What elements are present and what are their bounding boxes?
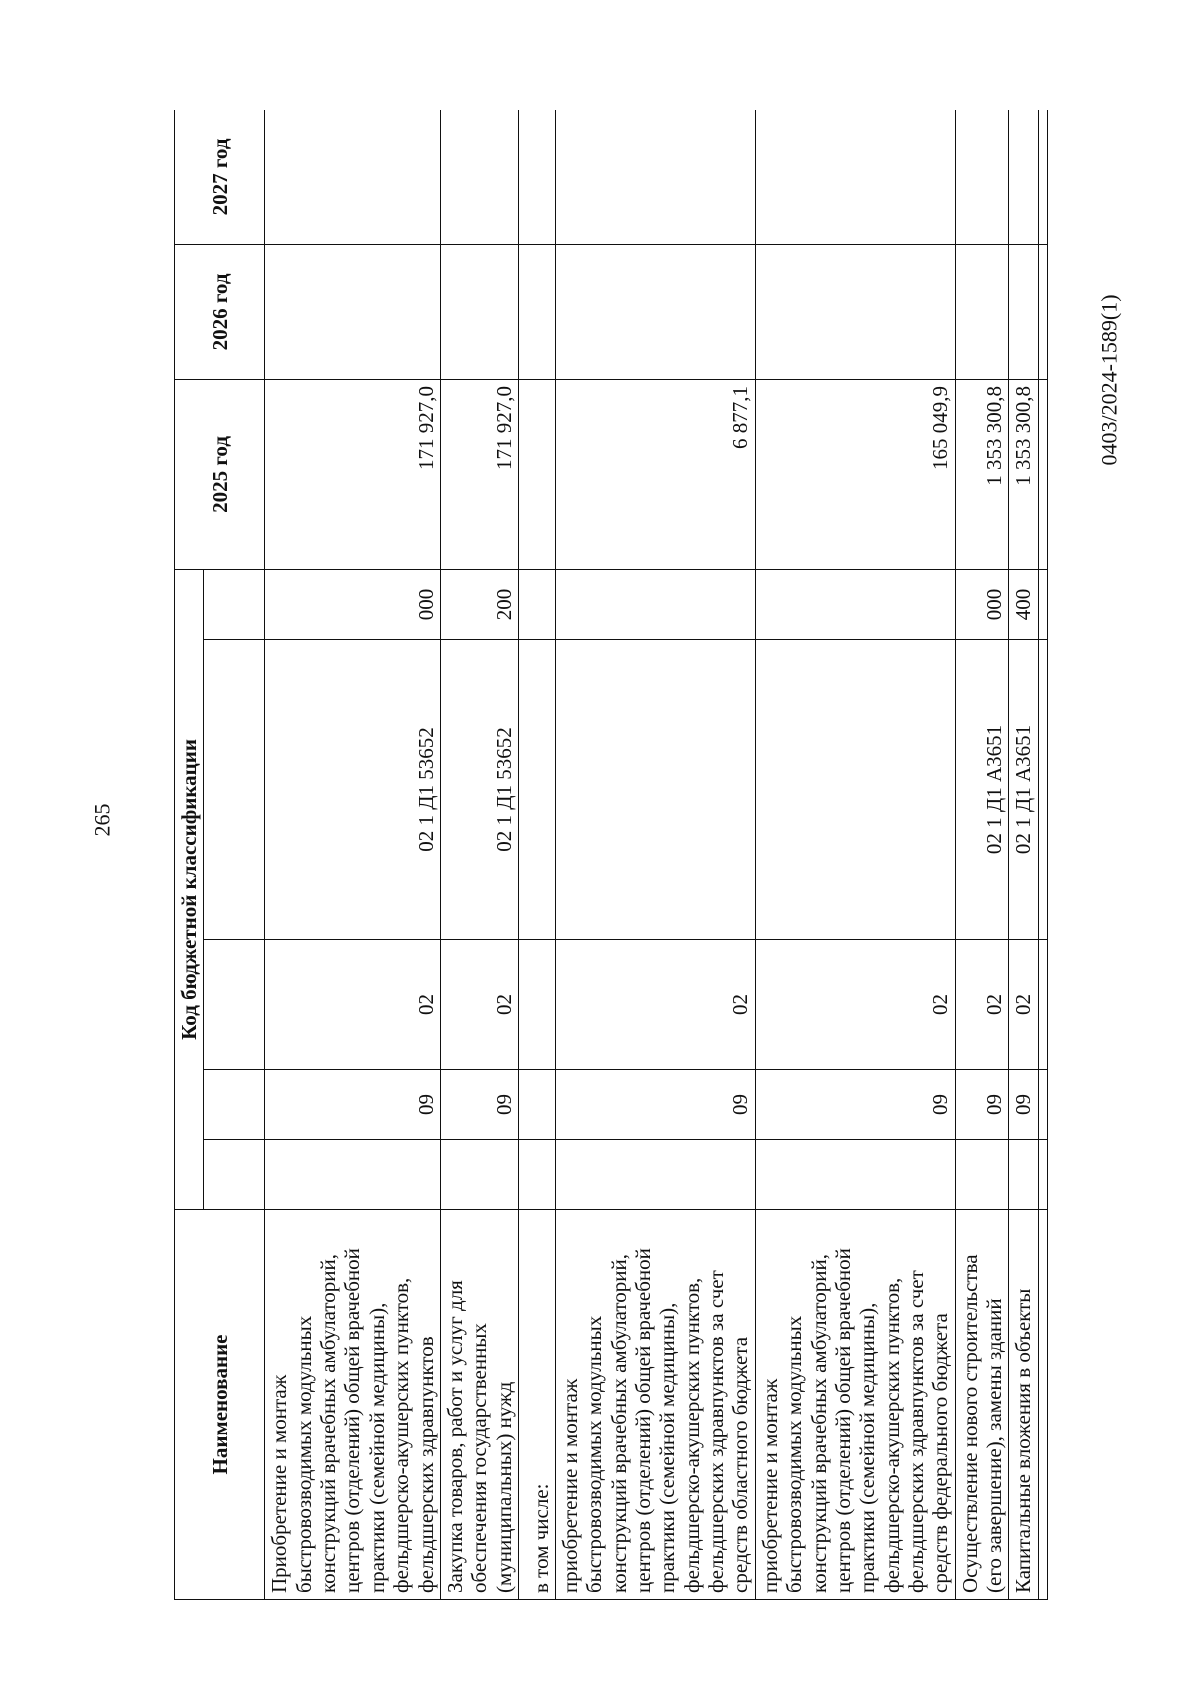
row-name: Закупка товаров, работ и услуг для обеспечения государственных (муниципальных) нужд [440,1210,518,1600]
table-row [265,110,441,1600]
row-value-2027 [440,110,518,244]
row-continuation-cell [1038,244,1047,379]
row-code-4 [518,569,555,639]
row-name: Капитальные вложения в объекты [1009,1210,1038,1600]
row-code-4: 000 [955,569,1009,639]
row-blank [755,1140,955,1210]
table-row [555,110,755,1600]
table-row [518,110,555,1600]
row-value-2026 [755,244,955,379]
row-code-2: 02 [1009,940,1038,1070]
row-code-3: 02 1 Д1 А3651 [955,640,1009,940]
row-code-3 [755,640,955,940]
row-value-2025: 6 877,1 [555,379,755,569]
document-code-text: 0403/2024-1589(1) [1097,294,1122,466]
row-blank [555,1140,755,1210]
header-2025: 2025 год [175,379,265,569]
row-code-2: 02 [955,940,1009,1070]
header-row [175,110,204,1600]
header-code-sub-1 [204,1070,265,1140]
page-number [82,790,122,850]
row-value-2027 [755,110,955,244]
row-value-2025: 171 927,0 [265,379,441,569]
row-code-1: 09 [1009,1070,1038,1140]
row-blank [518,1140,555,1210]
row-value-2026 [555,244,755,379]
budget-table [174,110,1048,1600]
row-blank [440,1140,518,1210]
row-code-2 [518,940,555,1070]
row-code-2: 02 [755,940,955,1070]
row-name: приобретение и монтаж быстровозводимых модульных конструкций врачебных амбулаторий, центров (отделений) общей врачебной практики (семейной медицины), фельдшерско-акушерских пунктов, фельдшерских здравпунктов за счет средств федерального бюджета [755,1210,955,1600]
row-value-2025: 1 353 300,8 [1009,379,1038,569]
row-continuation-cell [1038,1210,1047,1600]
row-code-2: 02 [440,940,518,1070]
document-code [1090,120,1130,640]
row-code-4: 000 [265,569,441,639]
header-code-sub-4 [204,569,265,639]
row-code-1: 09 [555,1070,755,1140]
row-continuation-cell [1038,379,1047,569]
budget-table-rotated [174,110,1054,1600]
budget-table-frame [174,110,1054,1600]
row-code-4 [755,569,955,639]
table-row [955,110,1009,1600]
row-code-4: 200 [440,569,518,639]
header-2026: 2026 год [175,244,265,379]
table-row [1009,110,1038,1600]
row-continuation-cell [1038,1070,1047,1140]
row-name: Осуществление нового строительства (его завершение), замены зданий [955,1210,1009,1600]
row-value-2026 [955,244,1009,379]
page-number-text: 265 [89,803,114,837]
row-name: приобретение и монтаж быстровозводимых модульных конструкций врачебных амбулаторий, центров (отделений) общей врачебной практики (семейной медицины), фельдшерско-акушерских пунктов, фельдшерских здравпунктов за счет средств областного бюджета [555,1210,755,1600]
row-value-2026 [265,244,441,379]
row-value-2026 [1009,244,1038,379]
row-code-3: 02 1 Д1 53652 [440,640,518,940]
header-name: Наименование [175,1210,265,1600]
row-continuation-cell [1038,640,1047,940]
row-blank [1009,1140,1038,1210]
row-blank [265,1140,441,1210]
row-code-1: 09 [440,1070,518,1140]
row-continuation-cell [1038,569,1047,639]
row-name: Приобретение и монтаж быстровозводимых модульных конструкций врачебных амбулаторий, центров (отделений) общей врачебной практики (семейной медицины), фельдшерско-акушерских пунктов, фельдшерских здравпунктов [265,1210,441,1600]
header-code: Код бюджетной классификации [175,569,204,1209]
row-value-2027 [955,110,1009,244]
row-value-2025: 171 927,0 [440,379,518,569]
table-row-continuation [1038,110,1047,1600]
row-code-2: 02 [265,940,441,1070]
row-value-2025: 165 049,9 [755,379,955,569]
row-code-4: 400 [1009,569,1038,639]
row-code-1 [518,1070,555,1140]
row-code-2: 02 [555,940,755,1070]
row-value-2026 [518,244,555,379]
row-continuation-cell [1038,110,1047,244]
row-value-2027 [518,110,555,244]
header-code-sub-2 [204,940,265,1070]
row-value-2026 [440,244,518,379]
header-code-sub-3 [204,640,265,940]
table-row [755,110,955,1600]
row-name: в том числе: [518,1210,555,1600]
row-value-2027 [1009,110,1038,244]
row-code-1: 09 [955,1070,1009,1140]
header-2027: 2027 год [175,110,265,244]
row-code-3 [518,640,555,940]
row-value-2025 [518,379,555,569]
row-code-1: 09 [755,1070,955,1140]
row-value-2025: 1 353 300,8 [955,379,1009,569]
row-value-2027 [555,110,755,244]
table-row [440,110,518,1600]
row-code-3: 02 1 Д1 53652 [265,640,441,940]
row-code-3 [555,640,755,940]
row-continuation-cell [1038,940,1047,1070]
row-code-3: 02 1 Д1 А3651 [1009,640,1038,940]
row-blank [955,1140,1009,1210]
header-code-sub-blank [204,1140,265,1210]
row-value-2027 [265,110,441,244]
row-code-4 [555,569,755,639]
row-continuation-cell [1038,1140,1047,1210]
row-code-1: 09 [265,1070,441,1140]
